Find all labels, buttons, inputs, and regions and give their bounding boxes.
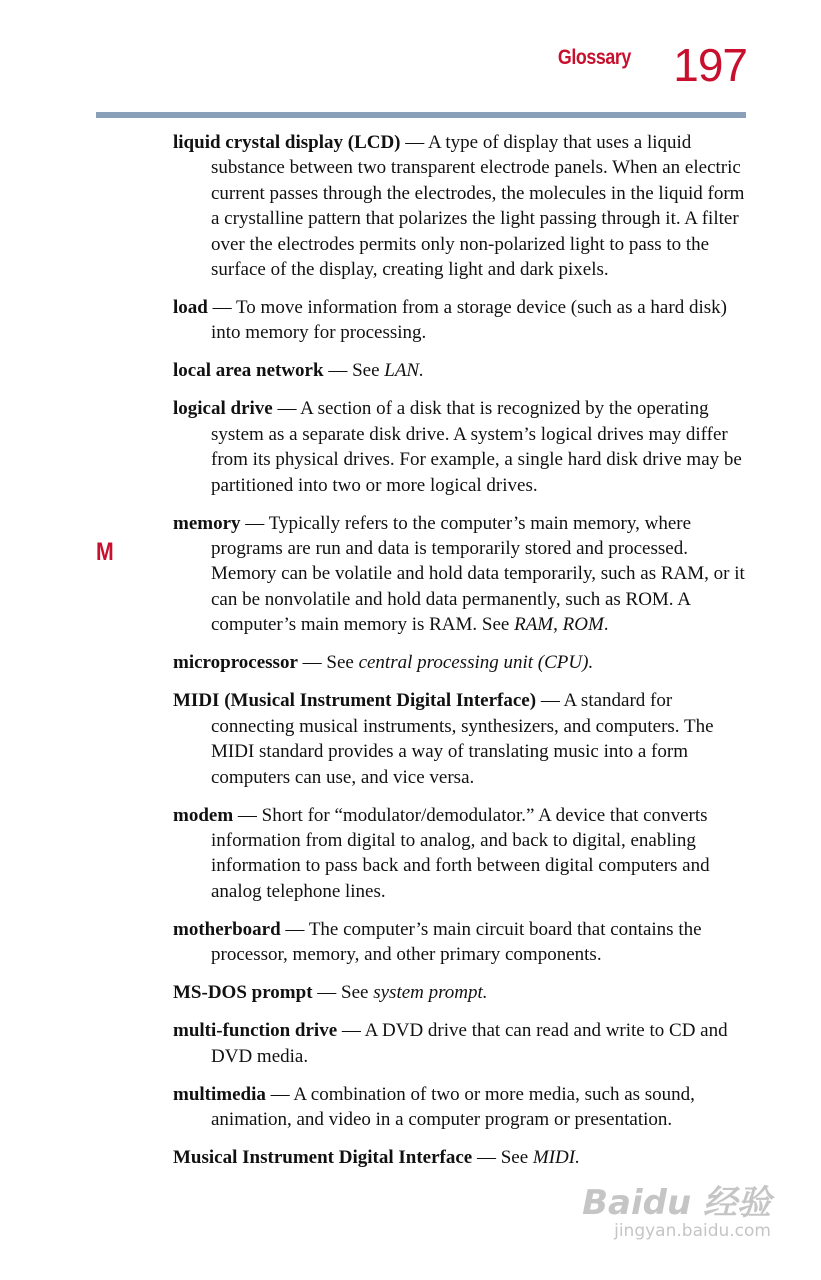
cross-reference-link[interactable]: central processing unit (CPU).: [358, 652, 594, 674]
cross-reference-link[interactable]: LAN.: [384, 360, 424, 382]
glossary-entry-motherboard: [173, 917, 747, 968]
glossary-entries: [173, 130, 747, 1183]
glossary-entry-logical-drive: [173, 396, 747, 498]
glossary-term: multi-function drive: [173, 1020, 338, 1042]
separator: ,: [553, 614, 563, 636]
cross-reference-link[interactable]: system prompt.: [373, 982, 488, 1004]
glossary-entry-multi-function-drive: [173, 1018, 747, 1069]
glossary-definition: — A standard for connecting musical instruments, synthesizers, and computers. The MIDI standard provides a way of translating music into a form computers can use, and vice versa.: [211, 690, 714, 788]
period: .: [603, 614, 609, 636]
glossary-entry-microprocessor: [173, 650, 747, 675]
cross-reference-link[interactable]: RAM: [514, 614, 554, 636]
watermark-brand: Baidu 经验: [582, 1182, 771, 1223]
glossary-entry-lcd: [173, 130, 747, 282]
section-title: Glossary: [557, 46, 631, 69]
glossary-term: multimedia: [173, 1083, 266, 1105]
glossary-definition: — To move information from a storage device (such as a hard disk) into memory for processing.: [207, 297, 727, 344]
page-number: 197: [673, 39, 747, 91]
glossary-term: microprocessor: [173, 652, 298, 674]
glossary-entry-midi: [173, 688, 747, 790]
glossary-term: logical drive: [173, 398, 273, 420]
glossary-entry-musical-instrument-digital-interface: [173, 1145, 747, 1170]
glossary-definition: — See: [472, 1146, 533, 1168]
glossary-term: modem: [173, 804, 234, 826]
glossary-term: Musical Instrument Digital Interface: [173, 1146, 473, 1168]
cross-reference-link[interactable]: ROM: [562, 614, 604, 636]
glossary-term: memory: [173, 512, 241, 534]
glossary-definition: — See: [323, 360, 385, 382]
glossary-definition: — See: [297, 652, 359, 674]
glossary-definition: — Short for “modulator/demodulator.” A device that converts information from digital to analog, and back to digital, enabling information to pass back and forth between digital computers and analog telephone lines.: [211, 804, 710, 902]
glossary-term: liquid crystal display (LCD): [173, 132, 401, 153]
watermark-url: jingyan.baidu.com: [614, 1220, 771, 1241]
baidu-watermark: [582, 1182, 771, 1242]
glossary-entry-multimedia: [173, 1082, 747, 1133]
glossary-definition: — A combination of two or more media, such as sound, animation, and video in a computer program or presentation.: [211, 1083, 695, 1130]
glossary-definition: — The computer’s main circuit board that contains the processor, memory, and other primary components.: [211, 918, 702, 966]
glossary-definition: — A type of display that uses a liquid substance between two transparent electrode panels. When an electric current passes through the electrodes, the molecules in the liquid form a crystalline pattern that polarizes the light passing through it. A filter over the electrodes permits only non-polarized light to pass to the surface of the display, creating light and dark pixels.: [211, 132, 745, 281]
cross-reference-link[interactable]: MIDI.: [532, 1146, 580, 1168]
header-rule: [96, 112, 746, 118]
glossary-term: MS-DOS prompt: [173, 982, 313, 1004]
glossary-entry-modem: [173, 803, 747, 905]
section-letter-marker: M: [96, 538, 114, 566]
glossary-entry-ms-dos-prompt: [173, 980, 747, 1005]
glossary-term: local area network: [173, 360, 324, 382]
glossary-term: motherboard: [173, 918, 281, 940]
glossary-term: load: [173, 297, 208, 319]
glossary-entry-memory: [173, 511, 747, 638]
glossary-definition: — See: [312, 982, 374, 1004]
glossary-definition: — A section of a disk that is recognized by the operating system as a separate disk drive. A system’s logical drives may differ from its physical drives. For example, a single hard disk drive may be partitioned into two or more logical drives.: [211, 398, 742, 496]
glossary-entry-load: [173, 295, 747, 346]
glossary-definition: — Typically refers to the computer’s main memory, where programs are run and data is temporarily stored and processed. Memory can be volatile and hold data temporarily, such as RAM, or it can be nonvolatile and hold data permanently, such as ROM. A computer’s main memory is RAM. See: [211, 512, 745, 636]
glossary-definition: — A DVD drive that can read and write to CD and DVD media.: [211, 1020, 728, 1067]
glossary-entry-local-area-network: [173, 358, 747, 383]
glossary-term: MIDI (Musical Instrument Digital Interface): [173, 690, 537, 712]
